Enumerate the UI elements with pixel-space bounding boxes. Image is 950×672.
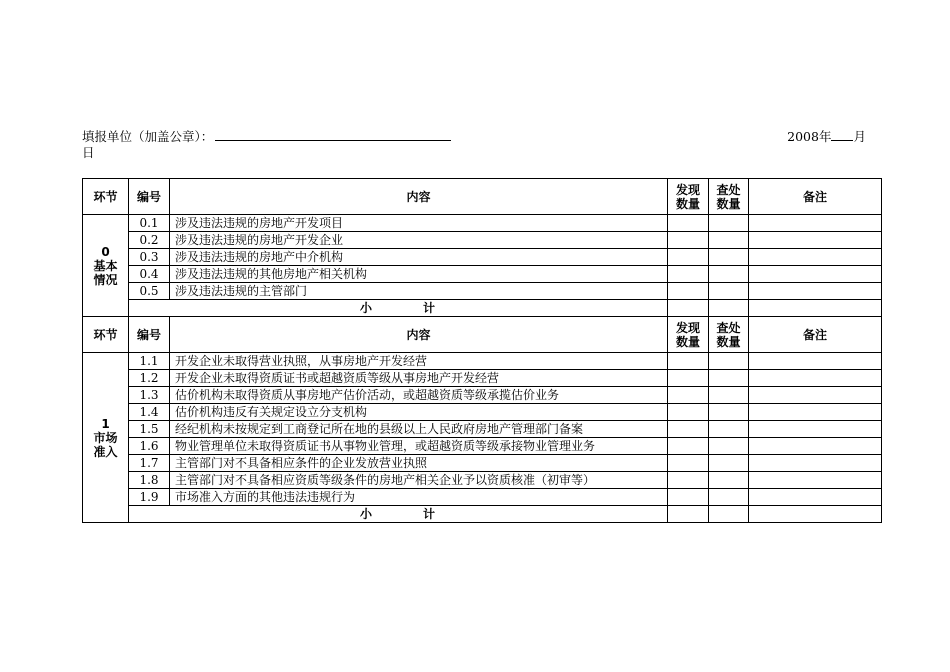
- remark-cell[interactable]: [749, 370, 882, 387]
- col-remark: 备注: [749, 317, 882, 353]
- item-number: 1.4: [129, 404, 170, 421]
- section-name-line1: 市场: [93, 430, 118, 445]
- remark-cell[interactable]: [749, 438, 882, 455]
- handled-count-cell[interactable]: [709, 266, 749, 283]
- handled-count-cell[interactable]: [709, 283, 749, 300]
- remark-cell[interactable]: [749, 283, 882, 300]
- reporting-unit-label: 填报单位（加盖公章）：: [82, 129, 214, 144]
- item-content: 开发企业未取得营业执照，从事房地产开发经营: [170, 353, 668, 370]
- table-row: [83, 283, 882, 300]
- table-row: [83, 266, 882, 283]
- col-handled-count: [709, 317, 749, 353]
- found-count-cell[interactable]: [668, 249, 709, 266]
- item-number: 0.3: [129, 249, 170, 266]
- found-count-cell[interactable]: [668, 421, 709, 438]
- item-number: 1.8: [129, 472, 170, 489]
- col-section: 环节: [83, 179, 129, 215]
- col-found-line1: 发现: [675, 320, 700, 335]
- subtotal-label: [129, 300, 668, 317]
- table-row: [83, 472, 882, 489]
- col-found-count: [668, 179, 709, 215]
- col-handled-count: [709, 179, 749, 215]
- remark-cell[interactable]: [749, 489, 882, 506]
- col-content: 内容: [170, 317, 668, 353]
- col-found-line1: 发现: [675, 182, 700, 197]
- subtotal-char1: 小: [359, 507, 373, 521]
- subtotal-handled-cell[interactable]: [709, 506, 749, 523]
- remark-cell[interactable]: [749, 404, 882, 421]
- item-content: 估价机构违反有关规定设立分支机构: [170, 404, 668, 421]
- item-number: 1.1: [129, 353, 170, 370]
- reporting-unit: [82, 127, 451, 146]
- handled-count-cell[interactable]: [709, 370, 749, 387]
- subtotal-found-cell[interactable]: [668, 300, 709, 317]
- item-content: 涉及违法违规的房地产中介机构: [170, 249, 668, 266]
- item-number: 1.9: [129, 489, 170, 506]
- item-content: 涉及违法违规的主管部门: [170, 283, 668, 300]
- handled-count-cell[interactable]: [709, 421, 749, 438]
- handled-count-cell[interactable]: [709, 232, 749, 249]
- item-number: 0.1: [129, 215, 170, 232]
- table-row: [83, 232, 882, 249]
- remark-cell[interactable]: [749, 472, 882, 489]
- table-row: [83, 353, 882, 370]
- subtotal-char2: 计: [423, 301, 437, 315]
- found-count-cell[interactable]: [668, 404, 709, 421]
- subtotal-found-cell[interactable]: [668, 506, 709, 523]
- item-content: 主管部门对不具备相应条件的企业发放营业执照: [170, 455, 668, 472]
- found-count-cell[interactable]: [668, 370, 709, 387]
- remark-cell[interactable]: [749, 455, 882, 472]
- found-count-cell[interactable]: [668, 353, 709, 370]
- found-count-cell[interactable]: [668, 266, 709, 283]
- section-name-line2: 准入: [93, 444, 118, 459]
- subtotal-row: [83, 506, 882, 523]
- remark-cell[interactable]: [749, 421, 882, 438]
- handled-count-cell[interactable]: [709, 455, 749, 472]
- col-found-line2: 数量: [675, 334, 700, 349]
- section-cell: [83, 353, 129, 523]
- item-content: 市场准入方面的其他违法违规行为: [170, 489, 668, 506]
- handled-count-cell[interactable]: [709, 472, 749, 489]
- handled-count-cell[interactable]: [709, 387, 749, 404]
- col-section: 环节: [83, 317, 129, 353]
- col-content: 内容: [170, 179, 668, 215]
- found-count-cell[interactable]: [668, 455, 709, 472]
- section-name-line1: 基本: [93, 258, 118, 273]
- item-content: 经纪机构未按规定到工商登记所在地的县级以上人民政府房地产管理部门备案: [170, 421, 668, 438]
- found-count-cell[interactable]: [668, 472, 709, 489]
- table-row: [83, 215, 882, 232]
- year-char: 年: [818, 129, 832, 144]
- handled-count-cell[interactable]: [709, 438, 749, 455]
- item-content: 涉及违法违规的其他房地产相关机构: [170, 266, 668, 283]
- table-row: [83, 370, 882, 387]
- col-found-count: [668, 317, 709, 353]
- report-year: 2008: [787, 129, 819, 144]
- report-date: [787, 127, 866, 146]
- found-count-cell[interactable]: [668, 215, 709, 232]
- table-row: [83, 455, 882, 472]
- col-handled-line1: 查处: [716, 320, 741, 335]
- remark-cell[interactable]: [749, 215, 882, 232]
- handled-count-cell[interactable]: [709, 489, 749, 506]
- item-content: 涉及违法违规的房地产开发项目: [170, 215, 668, 232]
- item-content: 涉及违法违规的房地产开发企业: [170, 232, 668, 249]
- found-count-cell[interactable]: [668, 232, 709, 249]
- table-row: [83, 438, 882, 455]
- col-handled-line2: 数量: [716, 334, 741, 349]
- item-number: 0.2: [129, 232, 170, 249]
- remark-cell[interactable]: [749, 353, 882, 370]
- day-char: 日: [82, 145, 95, 160]
- subtotal-label: [129, 506, 668, 523]
- subtotal-remark-cell[interactable]: [749, 300, 882, 317]
- subtotal-char2: 计: [423, 507, 437, 521]
- item-number: 1.5: [129, 421, 170, 438]
- remark-cell[interactable]: [749, 266, 882, 283]
- item-number: 1.3: [129, 387, 170, 404]
- handled-count-cell[interactable]: [709, 353, 749, 370]
- col-remark: 备注: [749, 179, 882, 215]
- remark-cell[interactable]: [749, 232, 882, 249]
- item-number: 0.4: [129, 266, 170, 283]
- section-cell: [83, 215, 129, 317]
- item-content: 主管部门对不具备相应资质等级条件的房地产相关企业予以资质核准（初审等）: [170, 472, 668, 489]
- found-count-cell[interactable]: [668, 438, 709, 455]
- table-row: [83, 404, 882, 421]
- found-count-cell[interactable]: [668, 283, 709, 300]
- col-number: 编号: [129, 179, 170, 215]
- item-content: 估价机构未取得资质从事房地产估价活动，或超越资质等级承揽估价业务: [170, 387, 668, 404]
- col-found-line2: 数量: [675, 196, 700, 211]
- handled-count-cell[interactable]: [709, 404, 749, 421]
- section-name-line2: 情况: [93, 272, 118, 287]
- found-count-cell[interactable]: [668, 387, 709, 404]
- handled-count-cell[interactable]: [709, 249, 749, 266]
- table-body: [83, 179, 882, 523]
- item-number: 1.6: [129, 438, 170, 455]
- column-header-row: [83, 179, 882, 215]
- col-handled-line2: 数量: [716, 196, 741, 211]
- section-code: 1: [101, 416, 110, 431]
- subtotal-handled-cell[interactable]: [709, 300, 749, 317]
- table-row: [83, 249, 882, 266]
- col-handled-line1: 查处: [716, 182, 741, 197]
- table-row: [83, 421, 882, 438]
- found-count-cell[interactable]: [668, 489, 709, 506]
- item-number: 1.7: [129, 455, 170, 472]
- subtotal-remark-cell[interactable]: [749, 506, 882, 523]
- column-header-row: [83, 317, 882, 353]
- month-char: 月: [853, 129, 866, 144]
- table-row: [83, 489, 882, 506]
- month-blank[interactable]: [831, 127, 853, 141]
- remark-cell[interactable]: [749, 387, 882, 404]
- table-row: [83, 387, 882, 404]
- reporting-unit-blank[interactable]: [215, 127, 451, 141]
- item-content: 开发企业未取得资质证书或超越资质等级从事房地产开发经营: [170, 370, 668, 387]
- form-header: [82, 127, 880, 145]
- subtotal-row: [83, 300, 882, 317]
- subtotal-char1: 小: [359, 301, 373, 315]
- item-number: 1.2: [129, 370, 170, 387]
- col-number: 编号: [129, 317, 170, 353]
- item-content: 物业管理单位未取得资质证书从事物业管理，或超越资质等级承接物业管理业务: [170, 438, 668, 455]
- remark-cell[interactable]: [749, 249, 882, 266]
- inspection-table: [82, 178, 882, 523]
- section-code: 0: [101, 244, 110, 259]
- item-number: 0.5: [129, 283, 170, 300]
- handled-count-cell[interactable]: [709, 215, 749, 232]
